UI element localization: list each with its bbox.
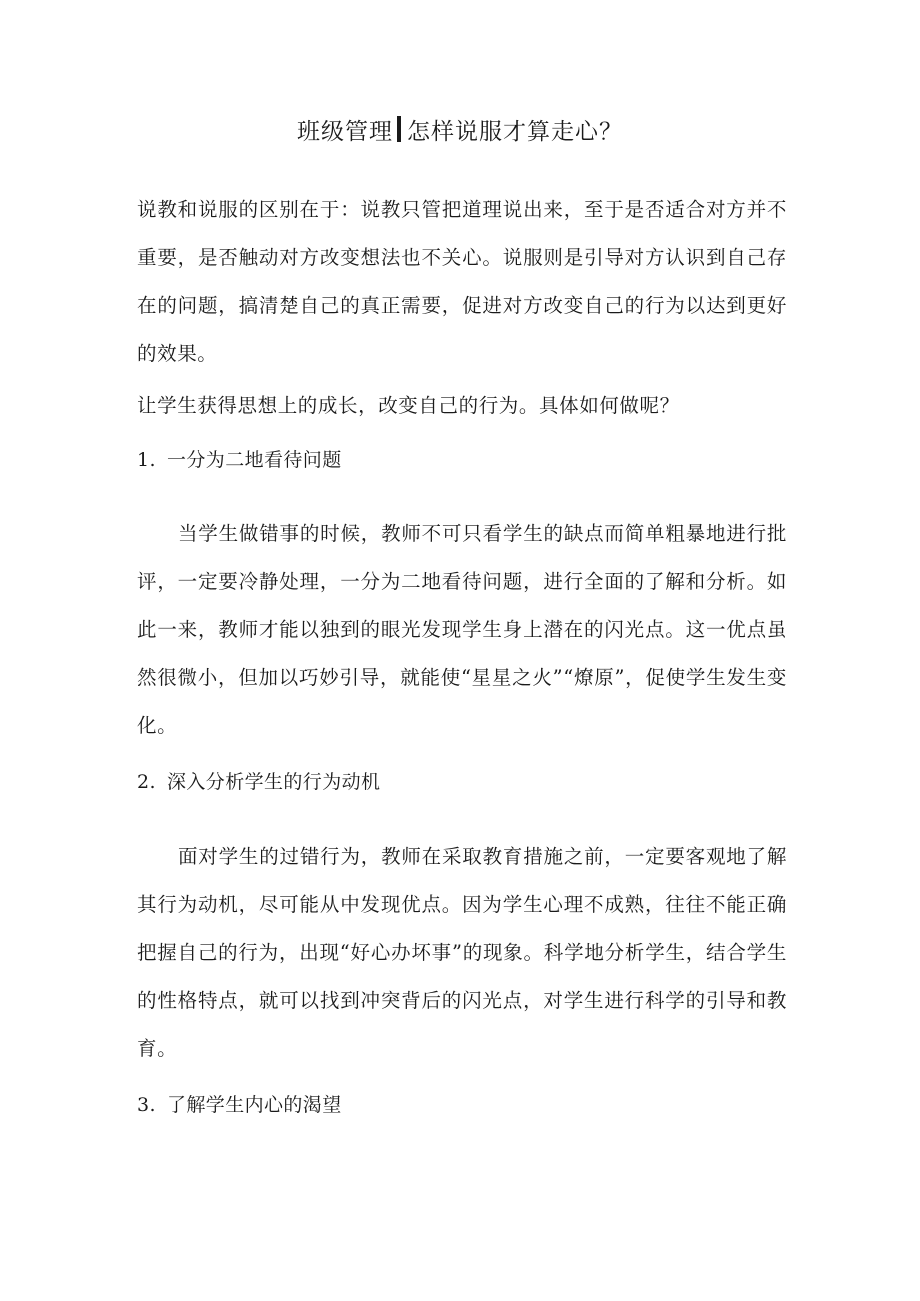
- section-number-3: 3.: [137, 1094, 156, 1116]
- document-title: [0, 112, 920, 152]
- section-heading-2: [137, 762, 787, 802]
- title-part-two: 怎样说服才算走心？: [407, 119, 623, 145]
- section-heading-3: [137, 1085, 787, 1125]
- section-heading-text-1: 一分为二地看待问题: [167, 449, 342, 471]
- section-body-2: 面对学生的过错行为，教师在采取教育措施之前，一定要客观地了解其行为动机，尽可能从中发现优点。因为学生心理不成熟，往往不能正确把握自己的行为，出现“好心办坏事”的现象。科学地分析学生，结合学生的性格特点，就可以找到冲突背后的闪光点，对学生进行科学的引导和教育。: [137, 845, 787, 1060]
- intro-question: 让学生获得思想上的成长，改变自己的行为。具体如何做呢？: [137, 394, 680, 417]
- section-heading-text-2: 深入分析学生的行为动机: [167, 771, 381, 793]
- section-number-2: 2.: [137, 771, 156, 793]
- title-separator-bar: [397, 116, 401, 142]
- intro-paragraph: 说教和说服的区别在于：说教只管把道理说出来，至于是否适合对方并不重要，是否触动对方改变想法也不关心。说服则是引导对方认识到自己存在的问题，搞清楚自己的真正需要，促进对方改变自己的行为以达到更好的效果。: [137, 198, 787, 365]
- section-number-1: 1.: [137, 449, 156, 471]
- title-part-one: 班级管理: [297, 119, 393, 145]
- section-body-1: 当学生做错事的时候，教师不可只看学生的缺点而简单粗暴地进行批评，一定要冷静处理，一分为二地看待问题，进行全面的了解和分析。如此一来，教师才能以独到的眼光发现学生身上潜在的闪光点。这一优点虽然很微小，但加以巧妙引导，就能使“星星之火”“燎原”，促使学生发生变化。: [137, 522, 787, 737]
- section-heading-text-3: 了解学生内心的渴望: [167, 1094, 342, 1116]
- section-heading-1: [137, 440, 787, 480]
